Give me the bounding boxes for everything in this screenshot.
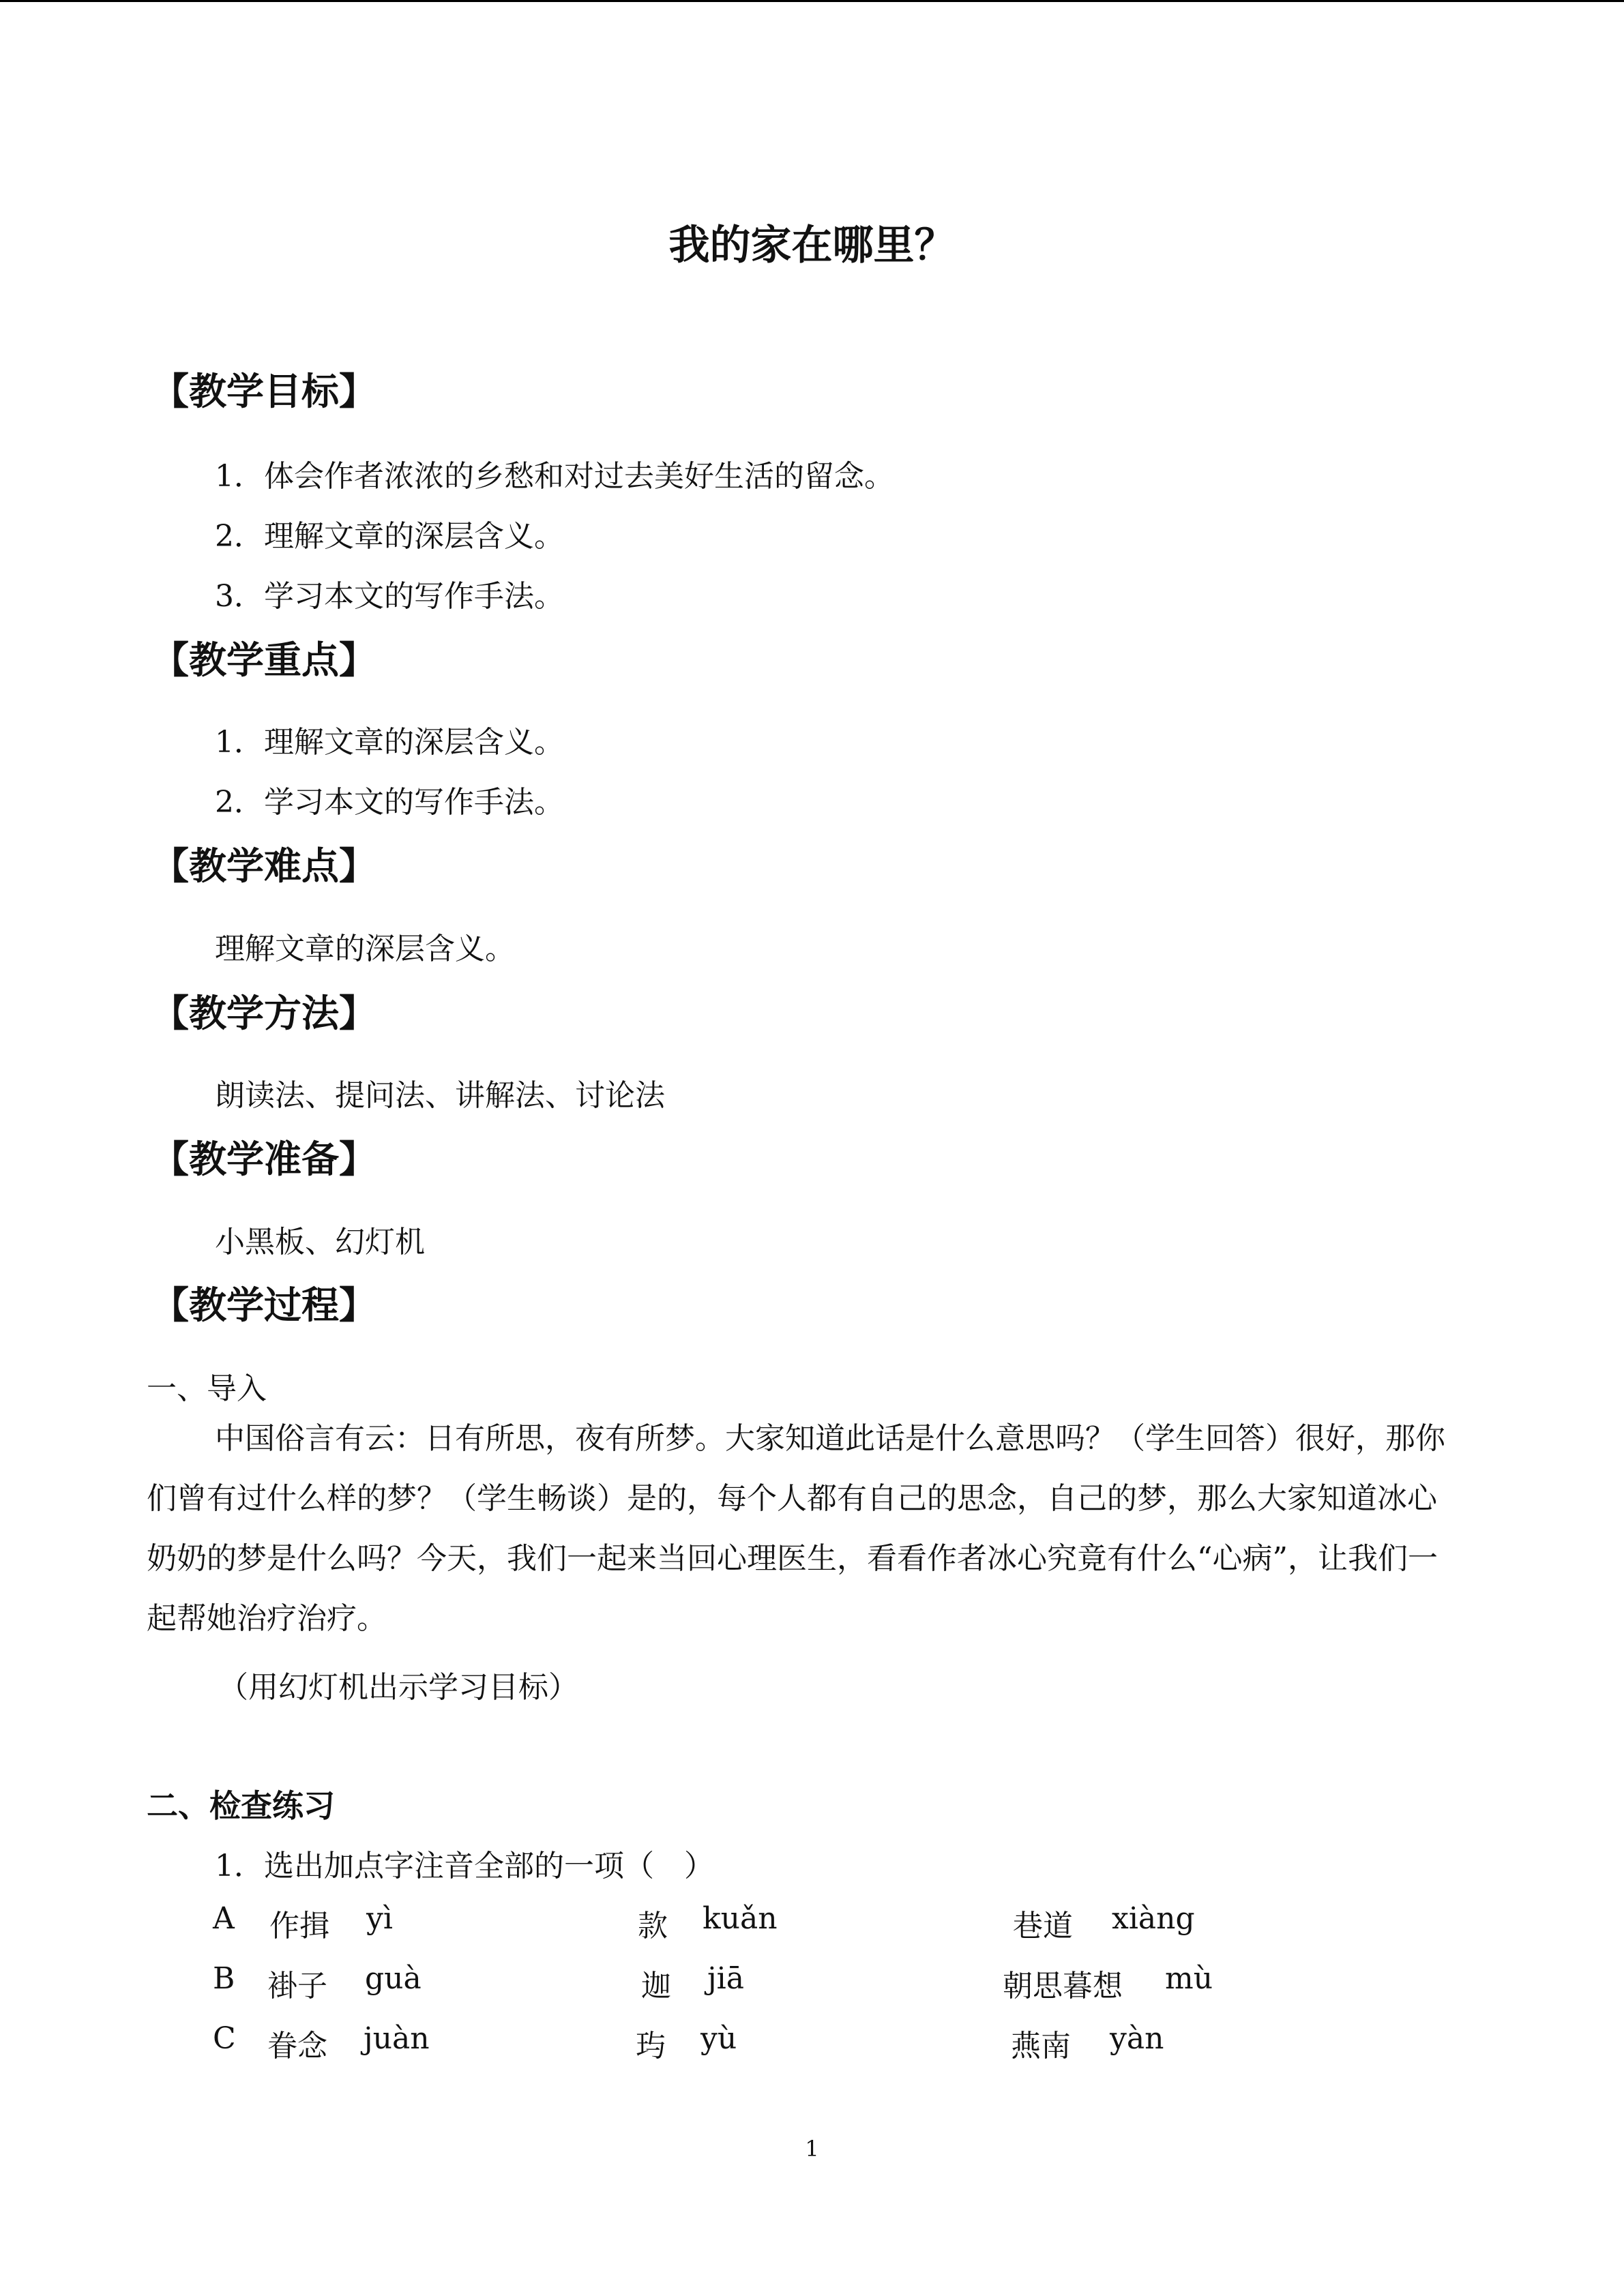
option-pinyin: kuǎn — [703, 1901, 778, 1936]
section-heading-preparation: 【教学准备】 — [151, 1137, 377, 1181]
option-pinyin: yì — [366, 1901, 393, 1936]
section-heading-methods: 【教学方法】 — [151, 992, 377, 1035]
option-word: 褂子 — [267, 1969, 327, 2003]
methods-text: 朗读法、提问法、讲解法、讨论法 — [215, 1078, 665, 1113]
option-pinyin: xiàng — [1112, 1901, 1195, 1936]
option-word: 燕南 — [1011, 2029, 1071, 2063]
page-number: 1 — [805, 2136, 819, 2162]
option-letter: A — [213, 1901, 235, 1936]
option-word: 款 — [638, 1909, 668, 1943]
option-pinyin: juàn — [364, 2021, 430, 2056]
page-title: 我的家在哪里？ — [668, 222, 956, 269]
objective-item: 2．理解文章的深层含义。 — [215, 519, 564, 554]
option-pinyin: mù — [1165, 1961, 1213, 1996]
section-heading-objectives: 【教学目标】 — [151, 370, 377, 413]
intro-heading: 一、导入 — [147, 1371, 267, 1406]
option-word: 玙 — [636, 2029, 666, 2063]
option-pinyin: jiā — [707, 1961, 744, 1996]
section-heading-key-points: 【教学重点】 — [151, 638, 377, 682]
option-letter: C — [213, 2021, 236, 2056]
option-word: 巷道 — [1013, 1909, 1073, 1943]
option-pinyin: yàn — [1110, 2021, 1164, 2056]
section-heading-difficulty: 【教学难点】 — [151, 844, 377, 888]
objective-item: 3．学习本文的写作手法。 — [215, 579, 564, 614]
key-point-item: 2．学习本文的写作手法。 — [215, 785, 564, 820]
top-border-rule — [0, 0, 1624, 2]
option-word: 迦 — [641, 1969, 671, 2003]
objective-item: 1．体会作者浓浓的乡愁和对过去美好生活的留念。 — [215, 459, 894, 494]
option-pinyin: guà — [365, 1961, 422, 1996]
key-point-item: 1．理解文章的深层含义。 — [215, 725, 564, 760]
intro-note: （用幻灯机出示学习目标） — [218, 1670, 578, 1705]
question-text: 1．选出加点字注音全部的一项（ ） — [215, 1849, 714, 1883]
option-letter: B — [213, 1961, 235, 1996]
practice-heading: 二、检查练习 — [147, 1787, 335, 1824]
option-word: 眷念 — [267, 2029, 327, 2063]
option-word: 作揖 — [269, 1909, 329, 1943]
preparation-text: 小黑板、幻灯机 — [215, 1225, 425, 1259]
option-word: 朝思暮想 — [1003, 1969, 1123, 2003]
intro-paragraph-text: 中国俗言有云：日有所思，夜有所梦。大家知道此话是什么意思吗？（学生回答）很好，那你们曾有过什么样的梦？（学生畅谈）是的，每个人都有自己的思念，自己的梦，那么大家知道冰心奶奶的梦是什么吗？今天，我们一起来当回心理医生，看看作者冰心究竟有什么“心病”，让我们一起帮她治疗治疗。 — [147, 1421, 1445, 1636]
option-pinyin: yù — [700, 2021, 737, 2056]
intro-paragraph — [147, 1409, 1456, 1649]
section-heading-process: 【教学过程】 — [151, 1283, 377, 1327]
difficulty-text: 理解文章的深层含义。 — [215, 931, 515, 966]
